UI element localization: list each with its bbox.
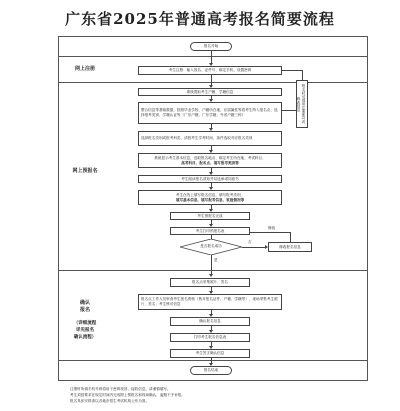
fill-form-bold: 填写基本信息、填写报考信息、家庭情况等: [175, 197, 245, 202]
step-print-prereg: 考生打印预报名表: [170, 227, 250, 235]
prereg-info-text: 系统显示考生基本信息，选取报名地点、绑定考生所在地、考试科目、: [154, 155, 266, 160]
step-read-notice: 考生阅读报名须知并勾选承诺同意书: [138, 175, 282, 183]
stage-label-confirm-note: （详细流程 详见报名 确认流程）: [73, 321, 97, 340]
step-prereg-info: [138, 153, 282, 168]
stage-label-online-prereg: 网上预报名: [72, 168, 98, 174]
step-fill-form: [138, 190, 282, 205]
connector: [282, 110, 296, 111]
step-sign-confirm: 考生签字确认信息: [170, 349, 250, 358]
page-title: 广东省2025年普通高考报名简要流程: [65, 10, 335, 28]
stage-divider: [58, 360, 368, 361]
fill-form-text: 考生在线上填写报名信息，填写报考类别，: [175, 192, 245, 197]
step-modify-info: 修改报名信息: [268, 242, 312, 252]
step-confirm-info: 确认报名信息: [170, 317, 250, 326]
step-register: 考生注册：输入姓名、证件号、绑定手机、设置密码: [138, 66, 282, 75]
connector: [302, 70, 303, 80]
step-review-docs: 报名点工作人员审查考生报名资格（核对报名证件、户籍、学籍等）、现场采集考生照片、签名；考生核对信息: [138, 294, 282, 310]
step-print-card: 打印考生报名信息表: [170, 333, 250, 342]
connector: [211, 255, 212, 275]
stage-label-online-register: 网上注册: [74, 66, 95, 72]
branch-no-label: 否: [248, 240, 252, 244]
end-node: 报名结束: [190, 366, 232, 375]
stage-label-confirm: 确认 报名: [79, 300, 90, 313]
connector: [282, 70, 302, 71]
stage-divider: [58, 82, 368, 83]
step-select-category: 选择报名类别或报考科类，请按考生学考时间、条件选取对应报名类别: [138, 131, 282, 146]
footnote-item: 报名具体安排请以各地市招生考试机构公布为准。: [70, 399, 150, 403]
decision-label: 是否报名成功: [200, 244, 222, 248]
prereg-info-bold: 高考科目、报名点、填写报考类别等: [181, 160, 239, 165]
stage-divider: [58, 56, 368, 57]
arrow-down-icon: [209, 274, 213, 277]
step-integrate-info: 整合信息等基础数据，按照毕业学校、户籍所在地、应届属性等将考生纳入报名点、选择报考类别、学籍认证等（广东户籍，广东学籍，外省户籍三种）: [138, 102, 282, 124]
step-extract-info: 系统提取考生户籍、学籍信息: [138, 88, 282, 96]
side-note: 报名时可提前注册账号或修改信息: [296, 80, 308, 128]
connector: [242, 247, 266, 248]
stage-divider: [58, 270, 368, 271]
start-node: 报名开始: [190, 42, 232, 51]
branch-yes-label: 是: [214, 258, 218, 262]
footnote-item: 考生须按要求在规定时间内完成网上预报名和现场确认，逾期不予补报。: [70, 393, 185, 397]
connector: [250, 232, 290, 233]
connector: [290, 232, 291, 242]
footnotes: [70, 386, 185, 404]
step-prereg-done: 考生预报名完成: [170, 212, 250, 220]
footnote-item: 注册时所填手机号码将用于密码找回、接收信息，请谨慎填写。: [70, 387, 171, 391]
loop-label: 修改: [268, 226, 276, 230]
step-collect-photo: 报名点采集照片、签名: [170, 278, 250, 287]
